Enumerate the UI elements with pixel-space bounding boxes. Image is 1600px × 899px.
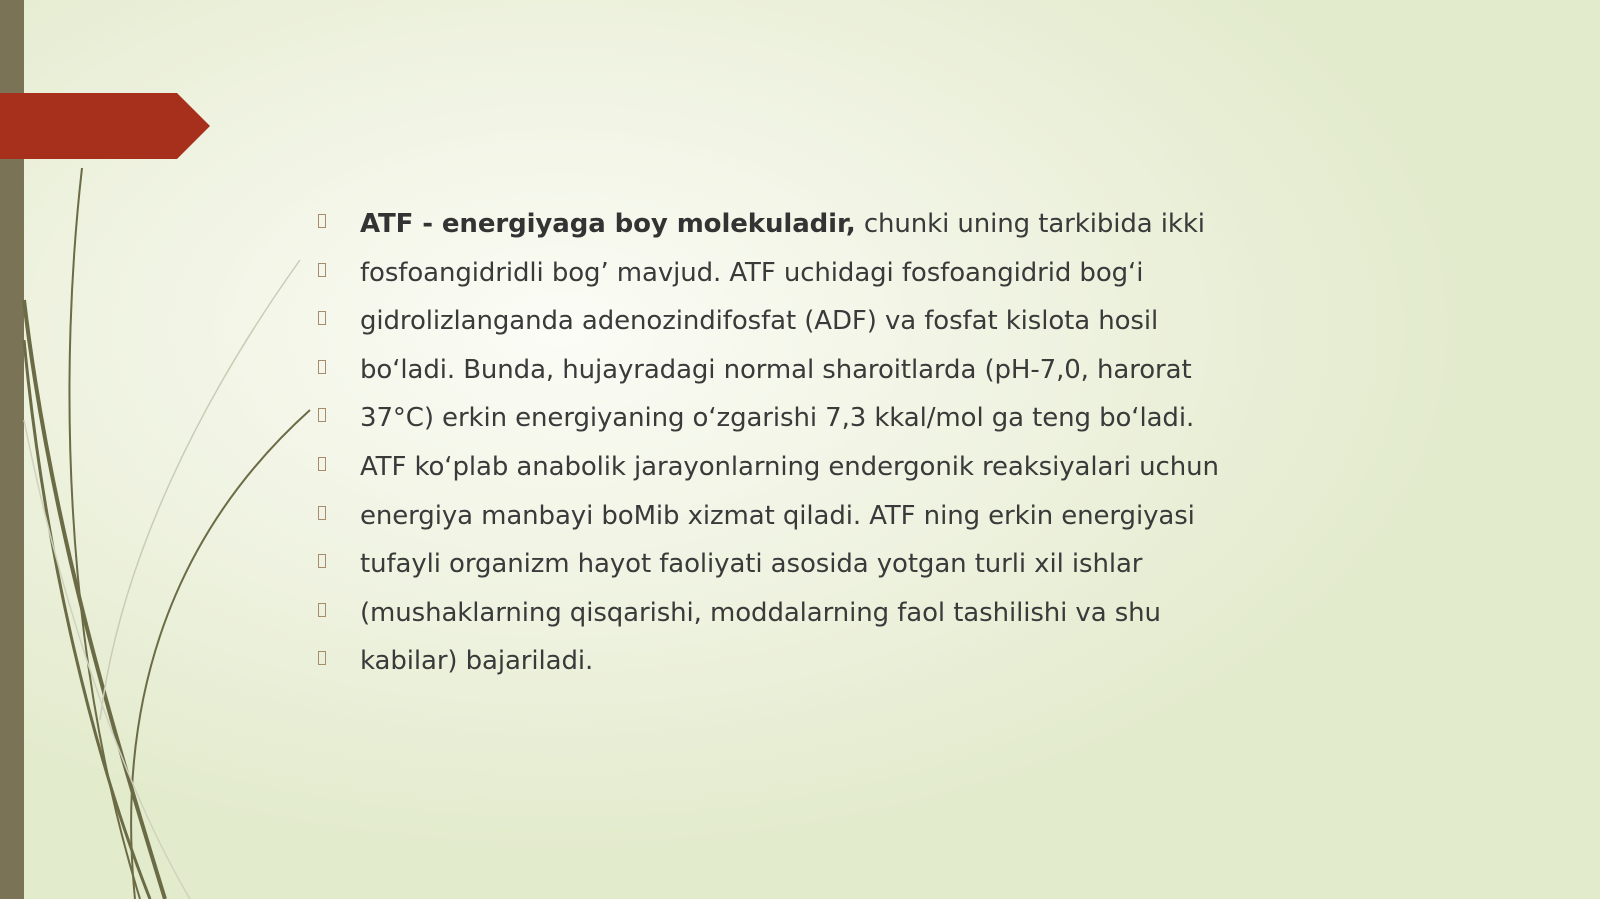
bullet-text: (mushaklarning qisqarishi, moddalarning faol tashilishi va shu <box>360 597 1161 628</box>
bullet-text: energiya manbayi boMib xizmat qiladi. ATF ning erkin energiyasi <box>360 500 1195 531</box>
bullet-text: fosfoangidridli bog’ mavjud. ATF uchidagi fosfoangidrid bog‘i <box>360 257 1144 288</box>
bullet-icon <box>318 603 326 617</box>
bullet-icon <box>318 311 326 325</box>
bullet-line <box>318 492 1318 541</box>
bullet-icon <box>318 554 326 568</box>
red-arrow-banner <box>0 93 210 159</box>
bullet-line <box>318 637 1318 686</box>
bullet-line <box>318 443 1318 492</box>
bullet-line <box>318 589 1318 638</box>
bullet-text: 37°C) erkin energiyaning o‘zgarishi 7,3 kkal/mol ga teng bo‘ladi. <box>360 403 1195 434</box>
bullet-icon <box>318 651 326 665</box>
bullet-text: ATF - energiyaga boy molekuladir, chunki uning tarkibida ikki <box>360 209 1205 239</box>
bold-lead-text: ATF - energiyaga boy molekuladir, <box>360 209 856 239</box>
bullet-line <box>318 394 1318 443</box>
bullet-icon <box>318 457 326 471</box>
bullet-icon <box>318 360 326 374</box>
bullet-line <box>318 297 1318 346</box>
bullet-line <box>318 200 1318 249</box>
bullet-icon <box>318 263 326 277</box>
bullet-icon <box>318 506 326 520</box>
bullet-line <box>318 540 1318 589</box>
bullet-text: ATF ko‘plab anabolik jarayonlarning endergonik reaksiyalari uchun <box>360 451 1219 482</box>
bullet-text: kabilar) bajariladi. <box>360 646 594 677</box>
bullet-icon <box>318 214 326 228</box>
bullet-text: bo‘ladi. Bunda, hujayradagi normal sharoitlarda (pH-7,0, harorat <box>360 354 1192 385</box>
bullet-list <box>318 200 1318 686</box>
bullet-line <box>318 249 1318 298</box>
bullet-text: gidrolizlanganda adenozindifosfat (ADF) va fosfat kislota hosil <box>360 306 1159 337</box>
bullet-text: tufayli organizm hayot faoliyati asosida yotgan turli xil ishlar <box>360 549 1143 580</box>
bullet-icon <box>318 408 326 422</box>
bullet-line <box>318 346 1318 395</box>
